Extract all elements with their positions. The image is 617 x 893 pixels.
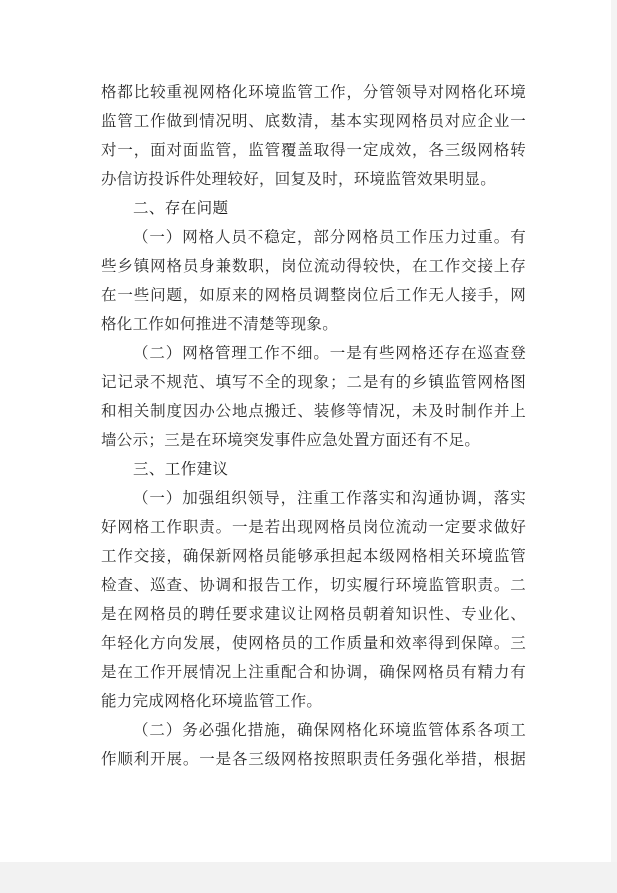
paragraph-line: 年轻化方向发展，使网格员的工作质量和效率得到保障。三	[101, 634, 526, 652]
paragraph-line: 些乡镇网格员身兼数职，岗位流动得较快，在工作交接上存	[101, 257, 526, 275]
paragraph-line: 对一，面对面监管，监管覆盖取得一定成效，各三级网格转	[101, 141, 526, 159]
paragraph-line: 和相关制度因办公地点搬迁、装修等情况，未及时制作并上	[101, 402, 526, 420]
section-heading: 二、存在问题	[133, 199, 229, 217]
paragraph-line: 检查、巡查、协调和报告工作，切实履行环境监管职责。二	[101, 576, 526, 594]
paragraph-line: 是在工作开展情况上注重配合和协调，确保网格员有精力有	[101, 663, 526, 681]
paragraph-line: 是在网格员的聘任要求建议让网格员朝着知识性、专业化、	[101, 605, 526, 623]
paragraph-first-line: （一）网格人员不稳定，部分网格员工作压力过重。有	[133, 228, 526, 246]
document-body	[101, 78, 526, 774]
section-heading: 三、工作建议	[133, 460, 229, 478]
paragraph-line: 作顺利开展。一是各三级网格按照职责任务强化举措，根据	[101, 750, 526, 768]
paragraph-line: 格化工作如何推进不清楚等现象。	[101, 315, 339, 333]
paragraph-line: 在一些问题，如原来的网格员调整岗位后工作无人接手，网	[101, 286, 526, 304]
paragraph-line: 好网格工作职责。一是若出现网格员岗位流动一定要求做好	[101, 518, 526, 536]
paragraph-first-line: （一）加强组织领导，注重工作落实和沟通协调，落实	[133, 489, 526, 507]
paragraph-line: 格都比较重视网格化环境监管工作，分管领导对网格化环境	[101, 83, 526, 101]
viewer-background	[0, 862, 617, 893]
page-edge-shadow	[611, 0, 617, 893]
paragraph-line: 监管工作做到情况明、底数清，基本实现网格员对应企业一	[101, 112, 526, 130]
paragraph-first-line: （二）务必强化措施，确保网格化环境监管体系各项工	[133, 721, 526, 739]
paragraph-line: 办信访投诉件处理较好，回复及时，环境监管效果明显。	[101, 170, 497, 188]
paragraph-line: 墙公示；三是在环境突发事件应急处置方面还有不足。	[101, 431, 481, 449]
paragraph-line: 能力完成网格化环境监管工作。	[101, 692, 323, 710]
paragraph-line: 记记录不规范、填写不全的现象；二是有的乡镇监管网格图	[101, 373, 526, 391]
paragraph-line: 工作交接，确保新网格员能够承担起本级网格相关环境监管	[101, 547, 526, 565]
paragraph-first-line: （二）网格管理工作不细。一是有些网格还存在巡查登	[133, 344, 526, 362]
